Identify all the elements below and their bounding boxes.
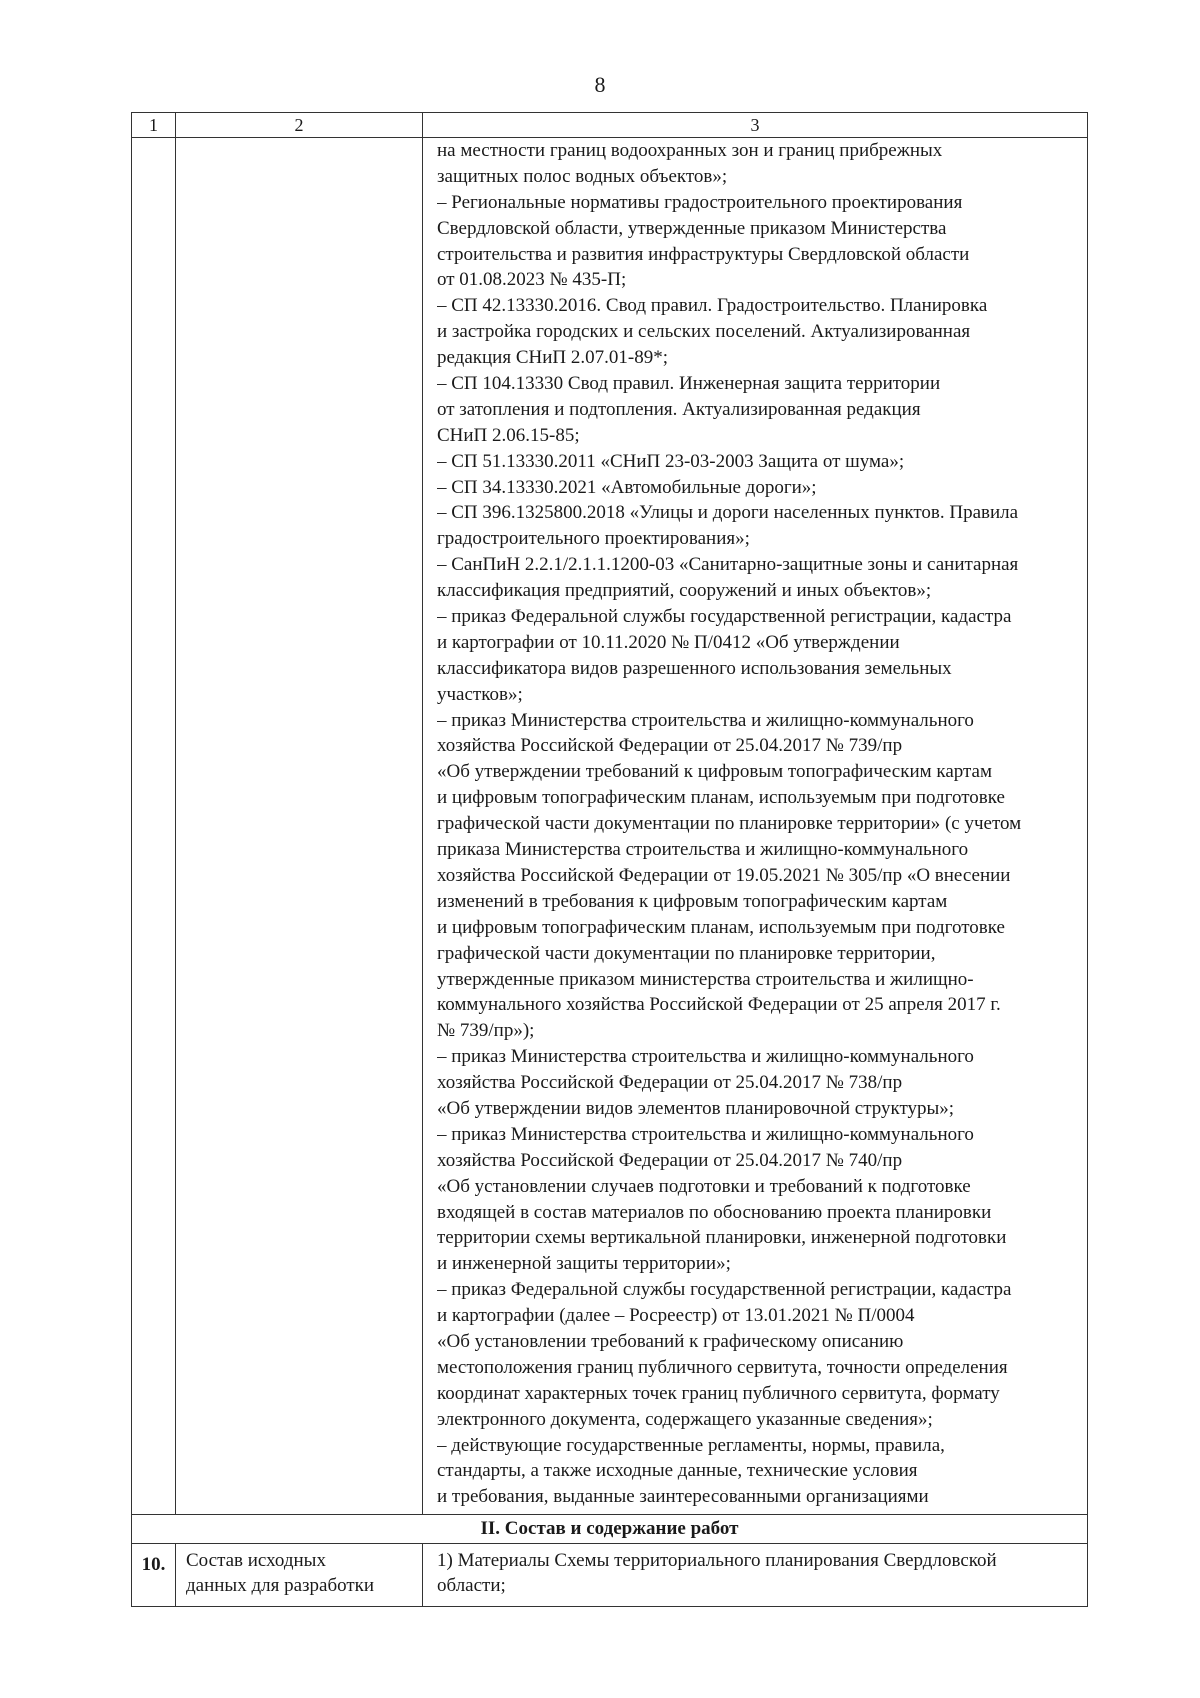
continued-number-cell [132, 138, 176, 1515]
column-header-2: 2 [176, 113, 423, 138]
text-line: от затопления и подтопления. Актуализированная редакция [437, 398, 921, 420]
section-heading-row [132, 1515, 1088, 1544]
text-line: редакция СНиП 2.07.01-89*; [437, 347, 668, 369]
text-line: изменений в требования к цифровым топографическим картам [437, 890, 948, 912]
text-line: строительства и развития инфраструктуры Свердловской области [437, 243, 970, 265]
column-header-1: 1 [132, 113, 176, 138]
text-line: графической части документации по планировке территории» (с учетом [437, 813, 1022, 835]
row-value-line: 1) Материалы Схемы территориального планирования Свердловской [437, 1550, 997, 1572]
page-number: 8 [594, 72, 606, 97]
text-line: и требования, выданные заинтересованными организациями [437, 1486, 929, 1508]
continued-value-cell [423, 138, 1088, 1515]
text-line: СНиП 2.06.15-85; [437, 424, 580, 446]
text-line: – СП 34.13330.2021 «Автомобильные дороги»; [437, 476, 817, 498]
text-line: коммунального хозяйства Российской Федерации от 25 апреля 2017 г. [437, 994, 1001, 1016]
text-line: классификатора видов разрешенного использования земельных [437, 657, 952, 679]
text-line: утвержденные приказом министерства строительства и жилищно- [437, 968, 974, 990]
text-line: и картографии (далее – Росреестр) от 13.01.2021 № П/0004 [437, 1305, 915, 1327]
section-heading: II. Состав и содержание работ [132, 1515, 1088, 1544]
text-line: «Об установлении требований к графическому описанию [437, 1330, 904, 1352]
text-line: Свердловской области, утвержденные приказом Министерства [437, 217, 947, 239]
column-header-3: 3 [423, 113, 1088, 138]
text-line: – приказ Министерства строительства и жилищно-коммунального [437, 1046, 974, 1068]
text-line: «Об утверждении требований к цифровым топографическим картам [437, 761, 993, 783]
text-line: «Об установлении случаев подготовки и требований к подготовке [437, 1175, 971, 1197]
text-line: – приказ Федеральной службы государственной регистрации, кадастра [437, 1279, 1012, 1301]
text-line: – приказ Министерства строительства и жилищно-коммунального [437, 1123, 974, 1145]
text-line: приказа Министерства строительства и жилищно-коммунального [437, 839, 969, 861]
text-line: «Об утверждении видов элементов планировочной структуры»; [437, 1097, 955, 1119]
text-line: и цифровым топографическим планам, используемым при подготовке [437, 787, 1005, 809]
text-line: и застройка городских и сельских поселений. Актуализированная [437, 321, 971, 343]
text-line: – Региональные нормативы градостроительного проектирования [437, 191, 963, 213]
continued-name-cell [176, 138, 423, 1515]
text-line: электронного документа, содержащего указанные сведения»; [437, 1408, 933, 1430]
text-line: участков»; [437, 683, 523, 705]
text-line: № 739/пр»); [437, 1020, 535, 1042]
text-line: от 01.08.2023 № 435-П; [437, 269, 627, 291]
row-value-line: области; [437, 1575, 506, 1597]
text-line: – действующие государственные регламенты, нормы, правила, [437, 1434, 945, 1456]
requirements-table [131, 112, 1088, 1607]
text-line: графической части документации по планировке территории, [437, 942, 936, 964]
table-row-10 [132, 1544, 1088, 1607]
text-line: – СП 396.1325800.2018 «Улицы и дороги населенных пунктов. Правила [437, 502, 1019, 524]
text-line: хозяйства Российской Федерации от 25.04.2017 № 739/пр [437, 735, 903, 757]
text-line: – приказ Министерства строительства и жилищно-коммунального [437, 709, 974, 731]
row-name-line: данных для разработки [186, 1575, 375, 1597]
text-line: на местности границ водоохранных зон и границ прибрежных [437, 140, 943, 161]
text-line: хозяйства Российской Федерации от 19.05.2021 № 305/пр «О внесении [437, 864, 1011, 886]
text-line: и цифровым топографическим планам, используемым при подготовке [437, 916, 1005, 938]
table-row-continued [132, 138, 1088, 1515]
text-line: – СП 51.13330.2011 «СНиП 23-03-2003 Защита от шума»; [437, 450, 905, 472]
text-line: местоположения границ публичного сервитута, точности определения [437, 1356, 1008, 1378]
text-line: защитных полос водных объектов»; [437, 165, 728, 187]
text-line: и картографии от 10.11.2020 № П/0412 «Об утверждении [437, 631, 900, 653]
text-line: и инженерной защиты территории»; [437, 1253, 731, 1275]
text-line: хозяйства Российской Федерации от 25.04.2017 № 740/пр [437, 1149, 903, 1171]
text-line: входящей в состав материалов по обоснованию проекта планировки [437, 1201, 992, 1223]
row-value-cell [423, 1544, 1088, 1607]
table-header-row [132, 113, 1088, 138]
row-name-cell [176, 1544, 423, 1607]
text-line: градостроительного проектирования»; [437, 528, 750, 550]
text-line: классификация предприятий, сооружений и иных объектов»; [437, 580, 932, 602]
text-line: координат характерных точек границ публичного сервитута, формату [437, 1382, 1000, 1404]
row-name-line: Состав исходных [186, 1550, 326, 1572]
text-line: хозяйства Российской Федерации от 25.04.2017 № 738/пр [437, 1072, 903, 1094]
text-line: стандарты, а также исходные данные, технические условия [437, 1460, 918, 1482]
text-line: – СанПиН 2.2.1/2.1.1.1200-03 «Санитарно-защитные зоны и санитарная [437, 554, 1019, 576]
text-line: – СП 104.13330 Свод правил. Инженерная защита территории [437, 373, 941, 395]
text-line: территории схемы вертикальной планировки, инженерной подготовки [437, 1227, 1007, 1249]
text-line: – СП 42.13330.2016. Свод правил. Градостроительство. Планировка [437, 295, 988, 317]
text-line: – приказ Федеральной службы государственной регистрации, кадастра [437, 606, 1012, 628]
row-number: 10. [132, 1544, 176, 1607]
